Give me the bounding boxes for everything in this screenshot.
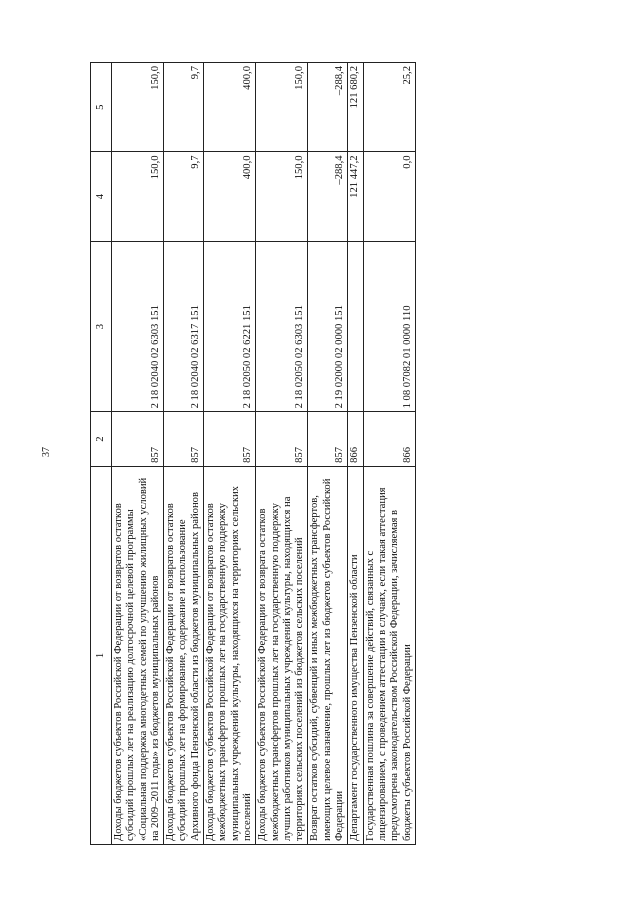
- row-admin-code: 857: [112, 412, 164, 466]
- row-value-col5: 121 680,2: [348, 63, 363, 152]
- row-admin-code: 866: [348, 412, 363, 466]
- row-description: Доходы бюджетов субъектов Российской Федерации от возврата остатков межбюджетных трансфертов прошлых лет на государственную поддержку лучших работников муниципальных учреждений культуры, находящихся на территориях сельских поселений из бюджетов сельских поселений: [256, 466, 308, 844]
- row-admin-code: 857: [308, 412, 348, 466]
- row-value-col5: 400,0: [204, 63, 256, 152]
- column-header: 3: [91, 241, 112, 412]
- row-budget-code: 2 19 02000 02 0000 151: [308, 241, 348, 412]
- header-row: [91, 63, 112, 845]
- row-description: Департамент государственного имущества Пензенской области: [348, 466, 363, 844]
- row-value-col4: 400,0: [204, 152, 256, 241]
- row-budget-code: 2 18 02040 02 6303 151: [112, 241, 164, 412]
- row-value-col5: 9,7: [164, 63, 204, 152]
- row-value-col4: 150,0: [112, 152, 164, 241]
- row-value-col4: 0,0: [363, 152, 415, 241]
- row-value-col5: 150,0: [112, 63, 164, 152]
- budget-table-frame: [90, 62, 536, 845]
- row-value-col4: –288,4: [308, 152, 348, 241]
- table-row: [204, 63, 256, 845]
- row-description: Государственная пошлина за совершение действий, связанных с лицензированием, с проведением аттестации в случаях, если такая аттестация предусмотрена законодательством Российской Федерации, зачисляемая в бюджеты субъектов Российской Федерации: [363, 466, 415, 844]
- table-row: [112, 63, 164, 845]
- column-header: 5: [91, 63, 112, 152]
- budget-table: [90, 62, 416, 845]
- table-row: [363, 63, 415, 845]
- row-value-col5: 25,2: [363, 63, 415, 152]
- row-description: Возврат остатков субсидий, субвенций и иных межбюджетных трансфертов, имеющих целевое назначение, прошлых лет из бюджетов субъектов Российской Федерации: [308, 466, 348, 844]
- row-value-col4: 121 447,2: [348, 152, 363, 241]
- row-admin-code: 857: [164, 412, 204, 466]
- column-header: 4: [91, 152, 112, 241]
- table-row: [164, 63, 204, 845]
- row-budget-code: 2 18 02050 02 6303 151: [256, 241, 308, 412]
- budget-table-rotated: [90, 62, 536, 845]
- row-budget-code: [348, 241, 363, 412]
- row-value-col4: 150,0: [256, 152, 308, 241]
- row-value-col5: 150,0: [256, 63, 308, 152]
- column-header: 2: [91, 412, 112, 466]
- row-budget-code: 1 08 07082 01 0000 110: [363, 241, 415, 412]
- row-budget-code: 2 18 02040 02 6317 151: [164, 241, 204, 412]
- row-admin-code: 857: [256, 412, 308, 466]
- column-header: 1: [91, 466, 112, 844]
- row-description: Доходы бюджетов субъектов Российской Федерации от возвратов остатков субсидий прошлых лет на формирование, содержание и использование Архивного фонда Пензенской области из бюджетов муниципальных районов: [164, 466, 204, 844]
- row-description: Доходы бюджетов субъектов Российской Федерации от возвратов остатков субсидий прошлых лет на реализацию долгосрочной целевой программы «Социальная поддержка многодетных семей по улучшению жилищных условий на 2009–2011 годы» из бюджетов муниципальных районов: [112, 466, 164, 844]
- page-number: 37: [41, 447, 52, 457]
- row-budget-code: 2 18 02050 02 6221 151: [204, 241, 256, 412]
- row-admin-code: 866: [363, 412, 415, 466]
- table-row: [308, 63, 348, 845]
- row-value-col5: –288,4: [308, 63, 348, 152]
- row-value-col4: 9,7: [164, 152, 204, 241]
- table-row: [348, 63, 363, 845]
- row-description: Доходы бюджетов субъектов Российской Федерации от возвратов остатков межбюджетных трансфертов прошлых лет на государственную поддержку муниципальных учреждений культуры, находящихся на территориях сельских поселений: [204, 466, 256, 844]
- table-row: [256, 63, 308, 845]
- row-admin-code: 857: [204, 412, 256, 466]
